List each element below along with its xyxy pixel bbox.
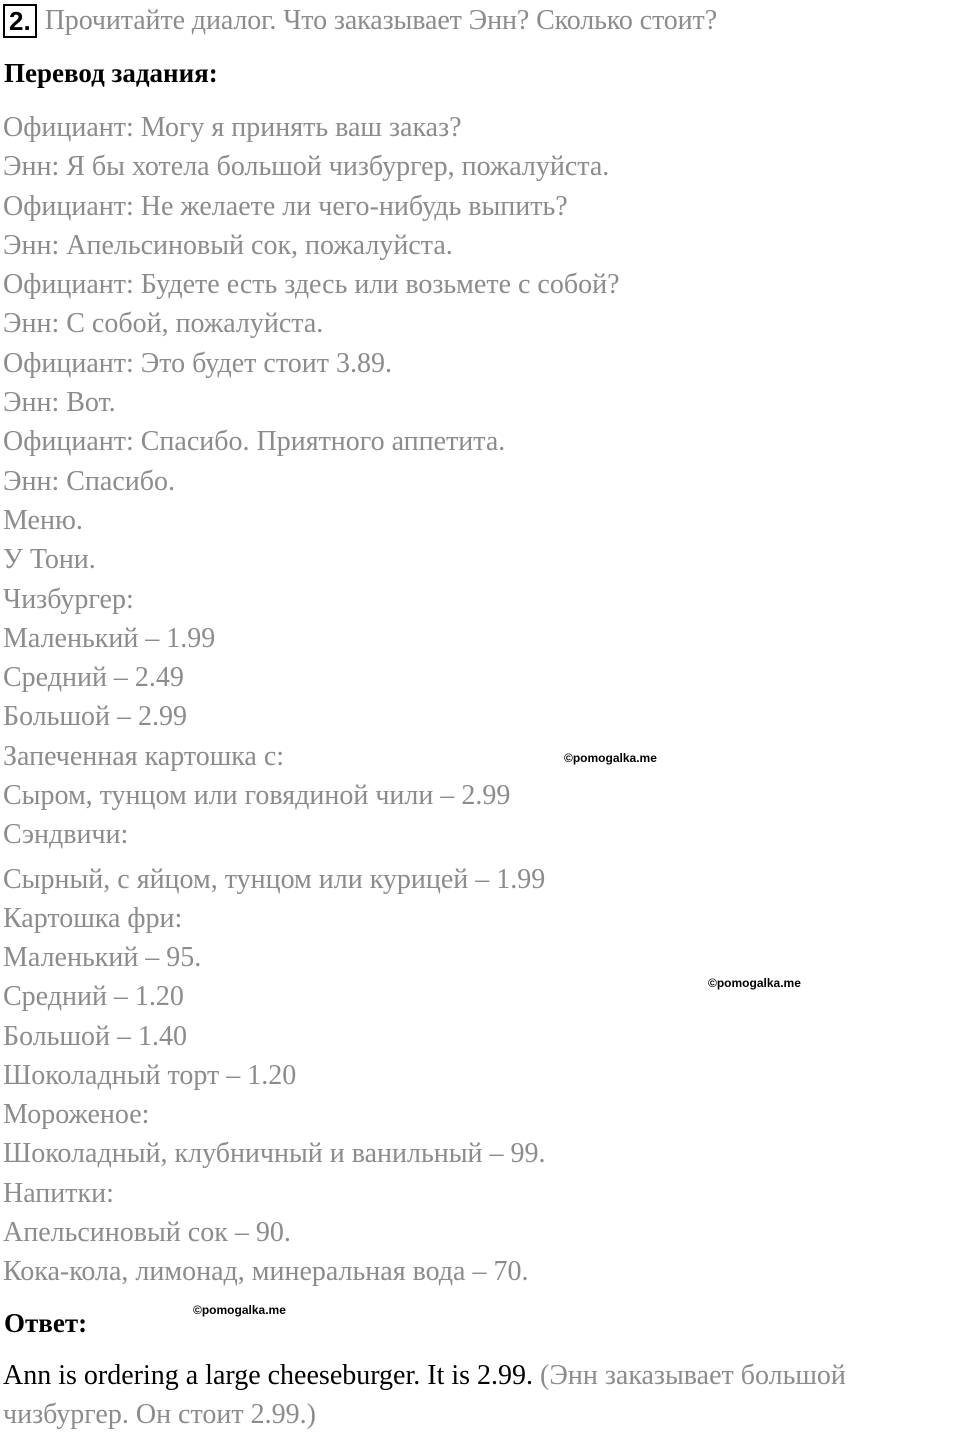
text-line: Энн: Спасибо.: [3, 465, 175, 497]
text-line: Сырный, с яйцом, тунцом или курицей – 1.99: [3, 863, 546, 895]
text-line: Энн: Апельсиновый сок, пожалуйста.: [3, 229, 453, 261]
answer-english: Ann is ordering a large cheeseburger. It is 2.99.: [3, 1360, 534, 1391]
text-line: Сыром, тунцом или говядиной чили – 2.99: [3, 780, 511, 812]
text-line: Напитки:: [3, 1177, 114, 1209]
answer-text: [3, 1356, 958, 1434]
text-line: Шоколадный, клубничный и ванильный – 99.: [3, 1138, 546, 1170]
text-line: Официант: Это будет стоит 3.89.: [3, 347, 392, 379]
text-line: Официант: Будете есть здесь или возьмете с собой?: [3, 269, 620, 301]
text-line: Большой – 1.40: [3, 1020, 187, 1052]
text-line: Картошка фри:: [3, 902, 183, 934]
text-line: Средний – 2.49: [3, 662, 184, 694]
text-line: Энн: Я бы хотела большой чизбургер, пожалуйста.: [3, 151, 610, 183]
text-line: Официант: Могу я принять ваш заказ?: [3, 112, 462, 143]
text-line: Маленький – 1.99: [3, 622, 216, 654]
text-line: Большой – 2.99: [3, 701, 187, 733]
watermark: ©pomogalka.me: [708, 976, 801, 990]
text-line: Официант: Не желаете ли чего-нибудь выпить?: [3, 190, 568, 222]
text-line: Апельсиновый сок – 90.: [3, 1217, 291, 1249]
translation-heading: Перевод задания:: [4, 58, 218, 88]
task-number: 2.: [3, 4, 37, 38]
task-text: Прочитайте диалог. Что заказывает Энн? Сколько стоит?: [44, 5, 718, 36]
text-line: Маленький – 95.: [3, 941, 202, 973]
text-line: Энн: Вот.: [3, 387, 116, 419]
text-line: Меню.: [3, 504, 83, 536]
text-line: Мороженое:: [3, 1099, 150, 1131]
text-line: Запеченная картошка с:: [3, 740, 285, 772]
answer-russian: (Энн заказывает большой чизбургер. Он стоит 2.99.): [3, 1360, 846, 1430]
text-line: Чизбургер:: [3, 583, 134, 615]
watermark: ©pomogalka.me: [193, 1303, 286, 1317]
text-line: Средний – 1.20: [3, 981, 184, 1013]
text-line: У Тони.: [3, 544, 96, 576]
text-line: Сэндвичи:: [3, 819, 129, 851]
text-line: Шоколадный торт – 1.20: [3, 1059, 297, 1091]
answer-heading: Ответ:: [4, 1308, 88, 1338]
text-line: Энн: С собой, пожалуйста.: [3, 308, 324, 340]
translation-lines: [3, 108, 620, 1292]
text-line: Кока-кола, лимонад, минеральная вода – 70.: [3, 1256, 529, 1288]
task-header: [3, 2, 717, 40]
watermark: ©pomogalka.me: [564, 751, 657, 765]
text-line: Официант: Спасибо. Приятного аппетита.: [3, 426, 506, 458]
